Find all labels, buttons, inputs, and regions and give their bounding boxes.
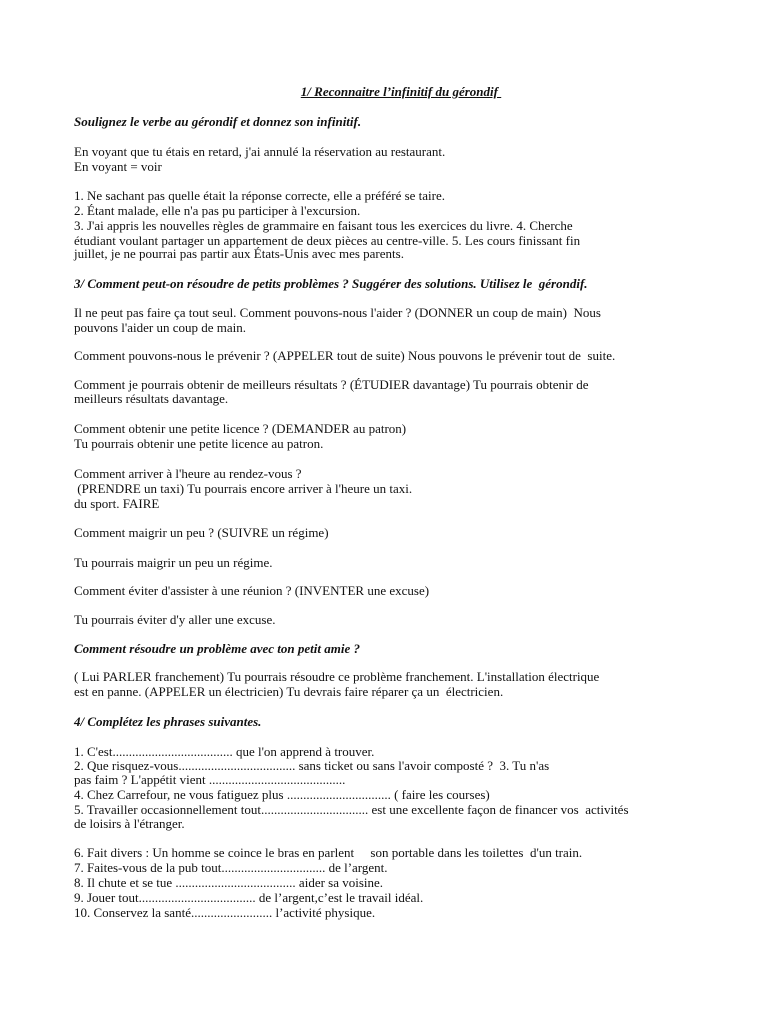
section3-line: Comment arriver à l'heure au rendez-vous ? [74, 466, 302, 481]
section1-item: étudiant voulant partager un appartement de deux pièces au centre-ville. 5. Les cours finissant fin [74, 233, 581, 248]
section3-closing-line: est en panne. (APPELER un électricien) Tu devrais faire réparer ça un électricien. [74, 684, 504, 699]
section3-line: du sport. FAIRE [74, 496, 160, 511]
section4-line: de loisirs à l'étranger. [74, 816, 185, 831]
section3-line: Tu pourrais éviter d'y aller une excuse. [74, 612, 276, 627]
section3-title: 3/ Comment peut-on résoudre de petits problèmes ? Suggérer des solutions. Utilisez le gérondif. [74, 276, 588, 291]
section3-line: meilleurs résultats davantage. [74, 391, 229, 406]
section4-line: 8. Il chute et se tue ..................................... aider sa voisine. [74, 875, 384, 890]
section4-line: 7. Faites-vous de la pub tout................................ de l’argent. [74, 860, 388, 875]
section4-line: 1. C'est..................................... que l'on apprend à trouver. [74, 744, 375, 759]
section4-line: 5. Travailler occasionnellement tout................................. est une excellente façon de financer vos activités [74, 802, 629, 817]
section3-line: Comment obtenir une petite licence ? (DEMANDER au patron) [74, 421, 407, 436]
example-sentence: En voyant que tu étais en retard, j'ai annulé la réservation au restaurant. [74, 144, 446, 159]
section3-line: Il ne peut pas faire ça tout seul. Comment pouvons-nous l'aider ? (DONNER un coup de main) Nous [74, 305, 601, 320]
example-answer: En voyant = voir [74, 159, 162, 174]
section1-item: juillet, je ne pourrai pas partir aux États-Unis avec mes parents. [74, 246, 404, 261]
section3-line: Comment éviter d'assister à une réunion ? (INVENTER une excuse) [74, 583, 430, 598]
section4-line: 4. Chez Carrefour, ne vous fatiguez plus ................................ ( faire les courses) [74, 787, 490, 802]
section4-line: 6. Fait divers : Un homme se coince le bras en parlent son portable dans les toilettes d'un train. [74, 845, 583, 860]
section3-line: Tu pourrais obtenir une petite licence au patron. [74, 436, 324, 451]
section3-line: Tu pourrais maigrir un peu un régime. [74, 555, 273, 570]
section1-item: 3. J'ai appris les nouvelles règles de grammaire en faisant tous les exercices du livre. 4. Cherche [74, 218, 573, 233]
section1-item: 2. Étant malade, elle n'a pas pu participer à l'excursion. [74, 203, 361, 218]
section1-item: 1. Ne sachant pas quelle était la réponse correcte, elle a préféré se taire. [74, 188, 446, 203]
section1-instruction: Soulignez le verbe au gérondif et donnez son infinitif. [74, 114, 362, 129]
section4-line: 2. Que risquez-vous.................................... sans ticket ou sans l'avoir composté ? 3. Tu n'as [74, 758, 550, 773]
section3-line: pouvons l'aider un coup de main. [74, 320, 247, 335]
section3-line: Comment maigrir un peu ? (SUIVRE un régime) [74, 525, 329, 540]
section3-closing-line: ( Lui PARLER franchement) Tu pourrais résoudre ce problème franchement. L'installation électrique [74, 669, 600, 684]
section4-line: 10. Conservez la santé......................... l’activité physique. [74, 905, 376, 920]
section3-line: Comment pouvons-nous le prévenir ? (APPELER tout de suite) Nous pouvons le prévenir tout de suite. [74, 348, 616, 363]
section4-line: pas faim ? L'appétit vient .......................................... [74, 772, 346, 787]
section3-line: (PRENDRE un taxi) Tu pourrais encore arriver à l'heure un taxi. [74, 481, 413, 496]
section3-line: Comment je pourrais obtenir de meilleurs résultats ? (ÉTUDIER davantage) Tu pourrais obtenir de [74, 377, 589, 392]
section4-line: 9. Jouer tout.................................... de l’argent,c’est le travail idéal. [74, 890, 424, 905]
section4-title: 4/ Complétez les phrases suivantes. [74, 714, 262, 729]
section1-title: 1/ Reconnaitre l’infinitif du gérondif [300, 84, 502, 99]
section3-subtitle: Comment résoudre un problème avec ton petit amie ? [74, 641, 360, 656]
